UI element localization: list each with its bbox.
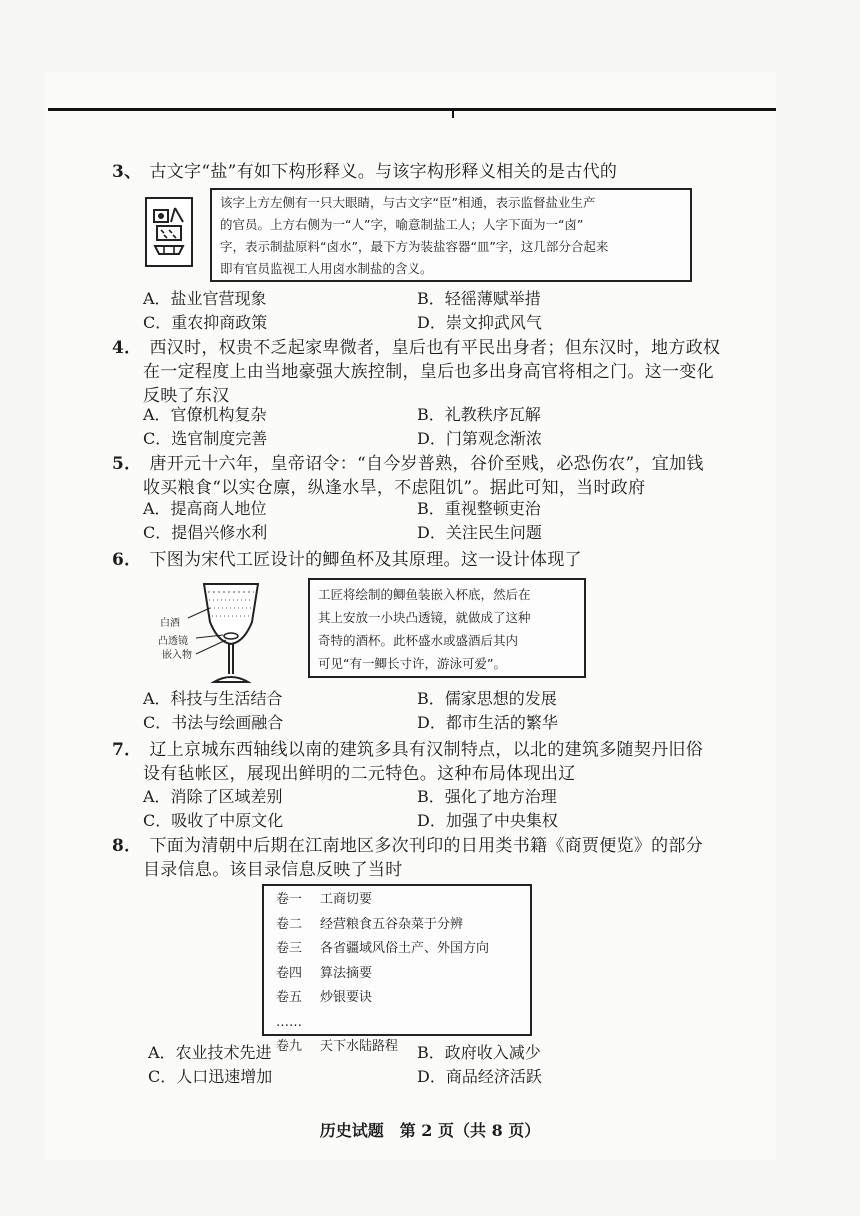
toc-volume: 卷九 bbox=[276, 1039, 303, 1054]
q5-option-a[interactable]: A．提高商人地位 bbox=[143, 499, 267, 518]
q3-box-line: 字，表示制盐原料“卤水”，最下方为装盐容器“皿”字，这几部分合起来 bbox=[220, 239, 609, 254]
q6-stem bbox=[112, 548, 582, 572]
q5-stem-line: 收买粮食“以实仓廪，纵逢水旱，不虑阻饥”。据此可知，当时政府 bbox=[143, 478, 646, 498]
q7-option-d[interactable]: D．加强了中央集权 bbox=[417, 811, 558, 830]
q7-stem bbox=[112, 738, 703, 786]
q5-option-c[interactable]: C．提倡兴修水利 bbox=[143, 523, 268, 542]
q8-option-d[interactable]: D．商品经济活跃 bbox=[417, 1067, 542, 1086]
q5-option-d[interactable]: D．关注民生问题 bbox=[417, 523, 542, 542]
cup-label-lens: 凸透镜 bbox=[158, 636, 188, 647]
toc-volume: 卷一 bbox=[276, 892, 303, 907]
toc-title: 各省疆域风俗土产、外国方向 bbox=[320, 941, 490, 956]
q6-option-d[interactable]: D．都市生活的繁华 bbox=[417, 713, 558, 732]
salt-ancient-glyph-icon bbox=[145, 197, 193, 267]
q4-stem-line: 在一定程度上由当地豪强大族控制，皇后也多出身高官将相之门。这一变化 bbox=[143, 362, 714, 382]
toc-entry bbox=[276, 962, 530, 987]
cup-label-insert: 嵌入物 bbox=[162, 650, 192, 661]
fish-cup-diagram bbox=[160, 578, 280, 688]
top-rule bbox=[48, 108, 776, 111]
toc-title: 经营粮食五谷杂菜于分辨 bbox=[320, 916, 464, 932]
q7-stem-line: 辽上京城东西轴线以南的建筑多具有汉制特点，以北的建筑多随契丹旧俗 bbox=[149, 740, 704, 760]
q7-option-c[interactable]: C．吸收了中原文化 bbox=[143, 811, 284, 830]
q3-number: 3、 bbox=[112, 162, 142, 182]
q7-option-b[interactable]: B．强化了地方治理 bbox=[417, 787, 557, 806]
q4-option-c[interactable]: C．选官制度完善 bbox=[143, 429, 268, 448]
q3-box-line: 的官员。上方右侧为一“人”字，喻意制盐工人；人字下面为一“卤” bbox=[220, 217, 584, 232]
q4-stem-line: 西汉时，权贵不乏起家卑微者，皇后也有平民出身者；但东汉时，地方政权 bbox=[149, 338, 721, 358]
q8-option-b[interactable]: B．政府收入减少 bbox=[417, 1043, 541, 1062]
toc-entry bbox=[276, 888, 530, 913]
q4-option-d[interactable]: D．门第观念渐浓 bbox=[417, 429, 542, 448]
q5-number: 5． bbox=[112, 454, 142, 474]
binding-mark bbox=[452, 110, 454, 118]
q3-option-b[interactable]: B．轻徭薄赋举措 bbox=[417, 289, 541, 308]
q3-option-d[interactable]: D．崇文抑武风气 bbox=[417, 313, 542, 332]
q6-option-a[interactable]: A．科技与生活结合 bbox=[143, 689, 283, 708]
q3-option-c[interactable]: C．重农抑商政策 bbox=[143, 313, 268, 332]
q4-option-b[interactable]: B．礼教秩序瓦解 bbox=[417, 405, 541, 424]
q3-option-a[interactable]: A．盐业官营现象 bbox=[143, 289, 267, 308]
q6-box-line: 可见“有一鲫长寸许，游泳可爱”。 bbox=[318, 656, 506, 671]
q6-box-line: 工匠将绘制的鲫鱼装嵌入杯底，然后在 bbox=[318, 587, 531, 602]
toc-title: 算法摘要 bbox=[320, 965, 373, 981]
q7-number: 7． bbox=[112, 740, 142, 760]
toc-ellipsis: …… bbox=[276, 1014, 302, 1030]
toc-title: 炒银要诀 bbox=[320, 990, 373, 1005]
toc-volume: 卷五 bbox=[276, 990, 303, 1005]
q4-option-a[interactable]: A．官僚机构复杂 bbox=[143, 405, 267, 424]
q5-stem-line: 唐开元十六年，皇帝诏令：“自今岁普熟，谷价至贱，必恐伤农”，宜加钱 bbox=[149, 454, 704, 474]
q6-box-line: 奇特的酒杯。此杯盛水或盛酒后其内 bbox=[318, 633, 519, 648]
q7-option-a[interactable]: A．消除了区域差别 bbox=[143, 787, 283, 806]
toc-volume: 卷四 bbox=[276, 965, 303, 981]
page-footer: 历史试题 第 2 页（共 8 页） bbox=[319, 1121, 541, 1140]
q3-stem bbox=[112, 160, 617, 184]
q6-option-c[interactable]: C．书法与绘画融合 bbox=[143, 713, 284, 732]
toc-entry bbox=[276, 913, 530, 938]
q8-stem bbox=[112, 834, 703, 882]
toc-volume: 卷三 bbox=[276, 941, 303, 956]
toc-entry bbox=[276, 986, 530, 1011]
q5-option-b[interactable]: B．重视整顿吏治 bbox=[417, 499, 541, 518]
q6-option-b[interactable]: B．儒家思想的发展 bbox=[417, 689, 557, 708]
q6-stem-text: 下图为宋代工匠设计的鲫鱼杯及其原理。这一设计体现了 bbox=[149, 550, 582, 570]
q8-option-a[interactable]: A．农业技术先进 bbox=[148, 1043, 272, 1062]
q8-number: 8． bbox=[112, 836, 142, 856]
q7-stem-line: 设有毡帐区，展现出鲜明的二元特色。这种布局体现出辽 bbox=[143, 764, 576, 784]
cup-label-liquor: 白酒 bbox=[160, 618, 180, 629]
q8-stem-line: 目录信息。该目录信息反映了当时 bbox=[143, 860, 403, 880]
q3-box-line: 该字上方左侧有一只大眼睛，与古文字“臣”相通，表示监督盐业生产 bbox=[220, 195, 596, 210]
q4-number: 4． bbox=[112, 338, 142, 358]
q6-number: 6． bbox=[112, 550, 142, 570]
q4-stem bbox=[112, 336, 720, 408]
q3-box-line: 即有官员监视工人用卤水制盐的含义。 bbox=[220, 261, 433, 276]
q4-stem-line: 反映了东汉 bbox=[143, 386, 230, 406]
q3-explanation-box bbox=[210, 188, 692, 282]
toc-title: 工商切要 bbox=[320, 892, 373, 907]
q5-stem bbox=[112, 452, 704, 500]
toc-title: 天下水陆路程 bbox=[320, 1039, 399, 1054]
q8-stem-line: 下面为清朝中后期在江南地区多次刊印的日用类书籍《商贾便览》的部分 bbox=[149, 836, 704, 856]
q6-explanation-box bbox=[308, 578, 586, 678]
q8-option-c[interactable]: C．人口迅速增加 bbox=[148, 1067, 273, 1086]
q6-box-line: 其上安放一小块凸透镜，就做成了这种 bbox=[318, 610, 531, 625]
q3-stem-text: 古文字“盐”有如下构形释义。与该字构形释义相关的是古代的 bbox=[149, 162, 618, 182]
toc-entry bbox=[276, 937, 530, 962]
toc-entry bbox=[276, 1011, 530, 1036]
toc-volume: 卷二 bbox=[276, 916, 303, 932]
